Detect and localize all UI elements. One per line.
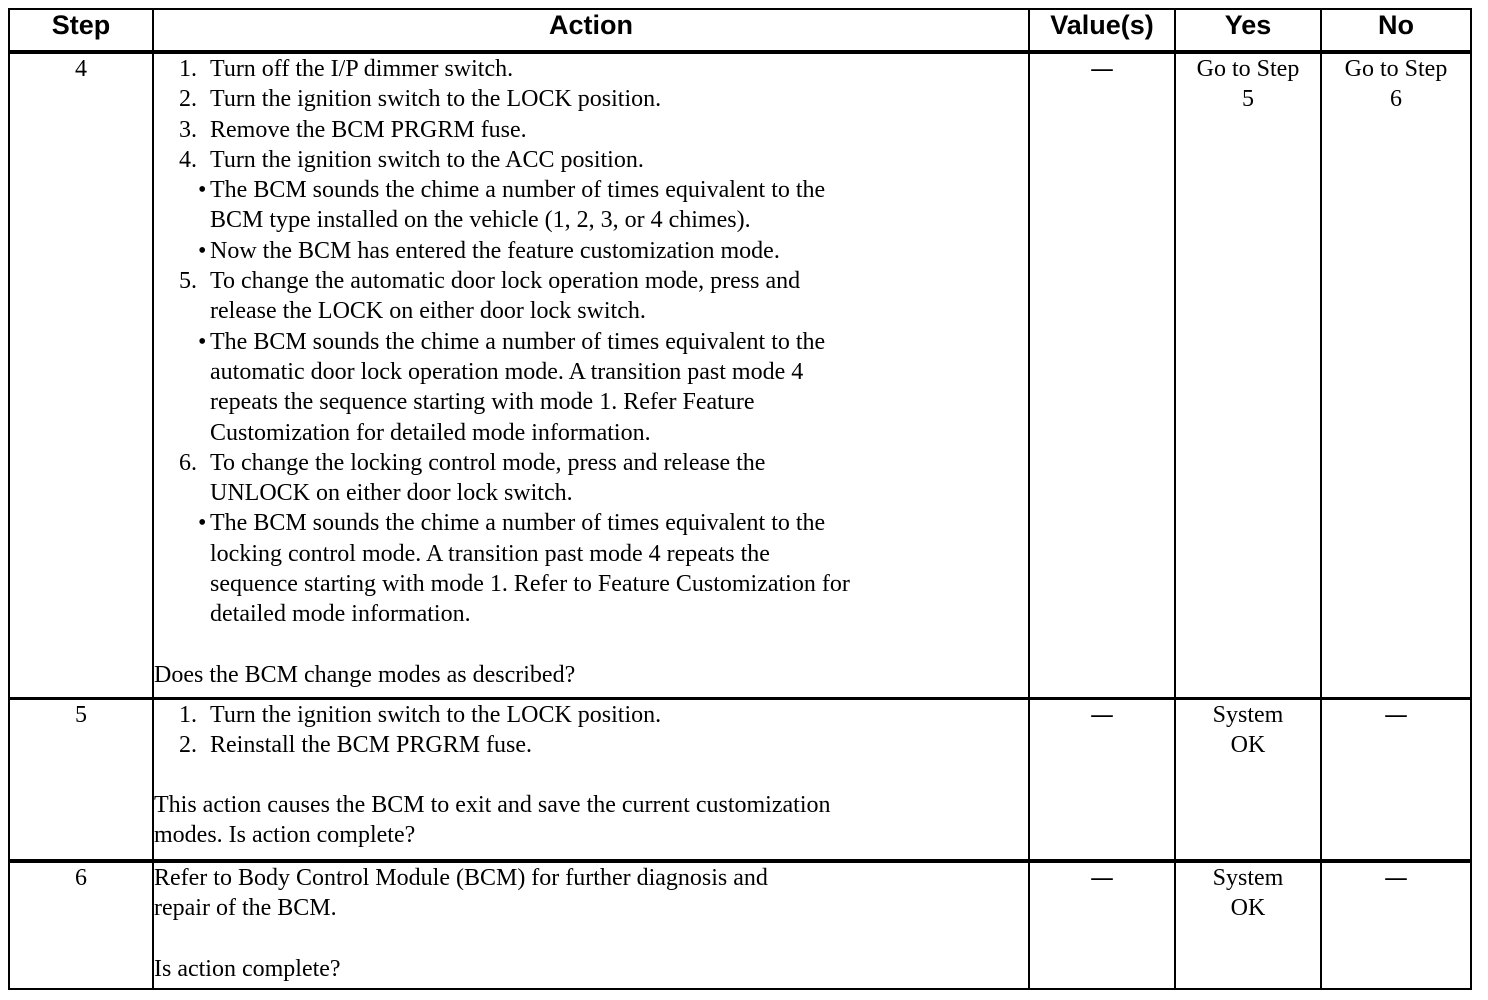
action-step-line: 1. Turn off the I/P dimmer switch. xyxy=(179,56,514,82)
header-values: Value(s) xyxy=(1029,9,1175,52)
action-continuation-line: repeats the sequence starting with mode 1. Refer Feature xyxy=(210,389,755,416)
header-no: No xyxy=(1321,9,1471,52)
action-paragraph-line: modes. Is action complete? xyxy=(154,822,416,849)
action-cell xyxy=(153,861,1029,989)
bullet-icon: • xyxy=(198,237,207,264)
step-cell: 6 xyxy=(9,861,153,989)
action-step-line: 2. Reinstall the BCM PRGRM fuse. xyxy=(179,731,533,758)
header-row xyxy=(9,9,1471,52)
yes-cell: System OK xyxy=(1175,698,1321,861)
table-row-step-5 xyxy=(9,698,1471,861)
no-cell: Go to Step 6 xyxy=(1321,52,1471,698)
action-step-line: 3. Remove the BCM PRGRM fuse. xyxy=(179,116,527,143)
action-step-line: 2. Turn the ignition switch to the LOCK position. xyxy=(179,86,662,113)
action-continuation-line: automatic door lock operation mode. A transition past mode 4 xyxy=(210,358,804,385)
values-cell: — xyxy=(1029,861,1175,989)
yes-cell: Go to Step 5 xyxy=(1175,52,1321,698)
action-question: Is action complete? xyxy=(154,955,341,982)
step-cell: 5 xyxy=(9,698,153,861)
action-continuation-line: BCM type installed on the vehicle (1, 2, 3, or 4 chimes). xyxy=(210,207,751,234)
table-row-step-4 xyxy=(9,52,1471,698)
diagnostic-table xyxy=(8,8,1472,990)
action-cell xyxy=(153,698,1029,861)
yes-cell: System OK xyxy=(1175,861,1321,989)
action-step-line: 5. To change the automatic door lock operation mode, press and xyxy=(179,268,801,295)
no-cell: — xyxy=(1321,698,1471,861)
action-continuation-line: detailed mode information. xyxy=(210,601,471,628)
action-step-line: 6. To change the locking control mode, press and release the xyxy=(179,449,766,476)
bullet-icon: • xyxy=(198,510,207,537)
values-cell: — xyxy=(1029,698,1175,861)
action-bullet-line: • The BCM sounds the chime a number of times equivalent to the xyxy=(154,327,1028,357)
action-paragraph-line: This action causes the BCM to exit and save the current customization xyxy=(154,792,831,819)
action-bullet-line: • The BCM sounds the chime a number of times equivalent to the xyxy=(154,508,1028,538)
action-continuation-line: locking control mode. A transition past mode 4 repeats the xyxy=(210,540,770,567)
action-cell xyxy=(153,52,1029,698)
action-continuation-line: UNLOCK on either door lock switch. xyxy=(210,480,573,507)
action-bullet-line: • The BCM sounds the chime a number of times equivalent to the xyxy=(154,175,1028,205)
action-step-line: 1. Turn the ignition switch to the LOCK position. xyxy=(179,701,662,728)
header-action: Action xyxy=(153,9,1029,52)
step-cell: 4 xyxy=(9,52,153,698)
action-paragraph-line: Refer to Body Control Module (BCM) for further diagnosis and xyxy=(154,865,768,891)
action-continuation-line: Customization for detailed mode information. xyxy=(210,419,651,446)
no-cell: — xyxy=(1321,861,1471,989)
action-question: Does the BCM change modes as described? xyxy=(154,661,576,688)
values-cell: — xyxy=(1029,52,1175,698)
header-yes: Yes xyxy=(1175,9,1321,52)
bullet-icon: • xyxy=(198,328,207,355)
action-continuation-line: sequence starting with mode 1. Refer to Feature Customization for xyxy=(210,571,850,598)
table-row-step-6 xyxy=(9,861,1471,989)
header-step: Step xyxy=(9,9,153,52)
action-paragraph-line: repair of the BCM. xyxy=(154,895,337,922)
action-step-line: 4. Turn the ignition switch to the ACC position. xyxy=(179,146,644,173)
bullet-icon: • xyxy=(198,177,207,204)
action-bullet-line: • Now the BCM has entered the feature customization mode. xyxy=(154,236,1028,266)
action-continuation-line: release the LOCK on either door lock switch. xyxy=(210,298,646,325)
